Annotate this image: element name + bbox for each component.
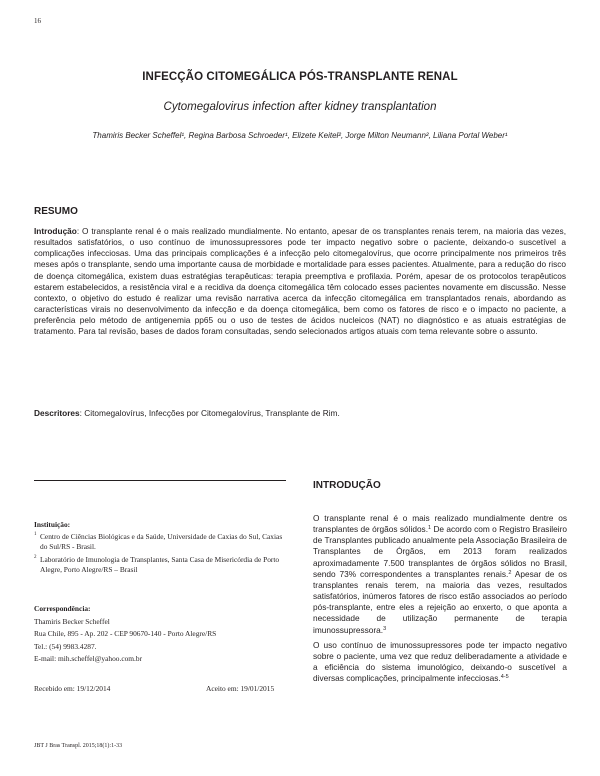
intro-text: De acordo com o Registro Brasileiro de Transplantes publicado anualmente pela Associação Brasileira de Transplantes de Órgãos, em 2013 foram realizados aproximadamente 7.500 transplantes de órgãos sólidos no Brasil, sendo 73% correspondentes a transplantes renais. (313, 524, 567, 579)
column-divider (34, 480, 286, 481)
article-subtitle: Cytomegalovirus infection after kidney transplantation (163, 101, 437, 113)
correspondence-heading: Correspondência: (34, 604, 91, 613)
intro-text: O uso contínuo de imunossupressores pode ter impacto negativo sobre o paciente, uma vez que reduz deliberadamente a atividade e a eficiência do sistema imunológico, deixando-o suscetível a diversas complicações, principalmente infecciosas. (313, 639, 567, 684)
intro-body (313, 513, 567, 684)
keywords (34, 408, 566, 419)
intro-heading: INTRODUÇÃO (313, 480, 381, 491)
correspondence-email: E-mail: mih.scheffel@yahoo.com.br (34, 653, 143, 663)
intro-text: Apesar de os transplantes renais terem, na maioria das vezes, resultados satisfatórios, inúmeros fatores de risco estão associados ao período pós-transplante, entre eles a rejeição ao enxerto, o que aponta a necessidade de utilização permanente de terapia imunossupressora. (313, 568, 567, 635)
author-list: Thamiris Becker Scheffel¹, Regina Barbosa Schroeder¹, Elizete Keitel², Jorge Milton Neumann², Liliana Portal Weber¹ (92, 131, 508, 140)
citation-ref: 4-5 (500, 674, 509, 681)
intro-text: O transplante renal é o mais realizado mundialmente dentre os transplantes de órgãos sólidos. (313, 513, 567, 535)
citation-ref: 1 (428, 525, 432, 532)
abstract-body (34, 226, 566, 338)
institution-text: Centro de Ciências Biológicas e da Saúde, Universidade de Caxias do Sul, Caxias do Sul/RS - Brasil. (40, 532, 283, 552)
correspondence-block (34, 616, 216, 665)
institution-item (34, 555, 286, 576)
keywords-text: : Citomegalovírus, Infecções por Citomegalovírus, Transplante de Rim. (79, 408, 340, 418)
page-number: 16 (34, 17, 41, 25)
article-title: INFECÇÃO CITOMEGÁLICA PÓS-TRANSPLANTE RENAL (142, 71, 458, 83)
correspondence-address: Rua Chile, 895 - Ap. 202 - CEP 90670-140 - Porto Alegre/RS (34, 629, 217, 639)
institution-text: Laboratório de Imunologia de Transplantes, Santa Casa de Misericórdia de Porto Alegre, Porto Alegre/RS – Brasil (40, 555, 280, 575)
intro-paragraph (313, 513, 567, 636)
received-date: Recebido em: 19/12/2014 (34, 684, 111, 693)
keywords-lead: Descritores (34, 408, 80, 418)
correspondence-name: Thamiris Becker Scheffel (34, 617, 110, 626)
institution-item (34, 532, 286, 553)
institution-sup: 2 (34, 555, 37, 560)
citation-ref: 2 (508, 569, 512, 576)
journal-footer: JBT J Bras Transpl. 2015;18(1):1-33 (34, 743, 123, 749)
accepted-date: Aceito em: 19/01/2015 (206, 684, 275, 693)
citation-ref: 3 (383, 625, 387, 632)
resumo-heading: RESUMO (34, 206, 78, 217)
intro-paragraph (313, 640, 567, 685)
institution-heading: Instituição: (34, 520, 71, 529)
institution-sup: 1 (34, 532, 37, 537)
correspondence-phone: Tel.: (54) 9983.4287. (34, 641, 97, 651)
abstract-text: : O transplante renal é o mais realizado mundialmente. No entanto, apesar de os transplantes renais terem, na maioria das vezes, resultados satisfatórios, o uso contínuo de imunossupressores pode ter impacto negativo sobre o paciente, deixando-o suscetível a complicações infecciosas. Uma das principais complicações é a infecção pelo citomegalovírus, que ocorre principalmente nos primeiros três meses após o transplante, sendo uma importante causa de morbidade e mortalidade para esses pacientes. Atualmente, para a redução do risco de doença citomegálica, existem duas estratégias terapêuticas: terapia preemptiva e profilaxia. Porém, apesar de os protocolos terapêuticos estarem estabelecidos, a resistência viral e a recidiva da doença citomegálica têm colocado esses pacientes novamente em discussão. Nesse contexto, o objetivo do estudo é realizar uma revisão narrativa acerca da infecção citomegálica em transplantados renais, abordando as características virais no desenvolvimento da infecção e da doença citomegálica, bem como os fatores de risco e o impacto no paciente, a preferência pelo método de antigenemia pp65 ou o uso de testes de ácidos nucleicos (NAT) no diagnóstico e as atuais estratégias de tratamento. Para tal revisão, bases de dados foram consultadas, sendo selecionados artigos atuais com tema relevante sobre o assunto. (34, 226, 566, 337)
abstract-lead: Introdução (34, 226, 77, 236)
